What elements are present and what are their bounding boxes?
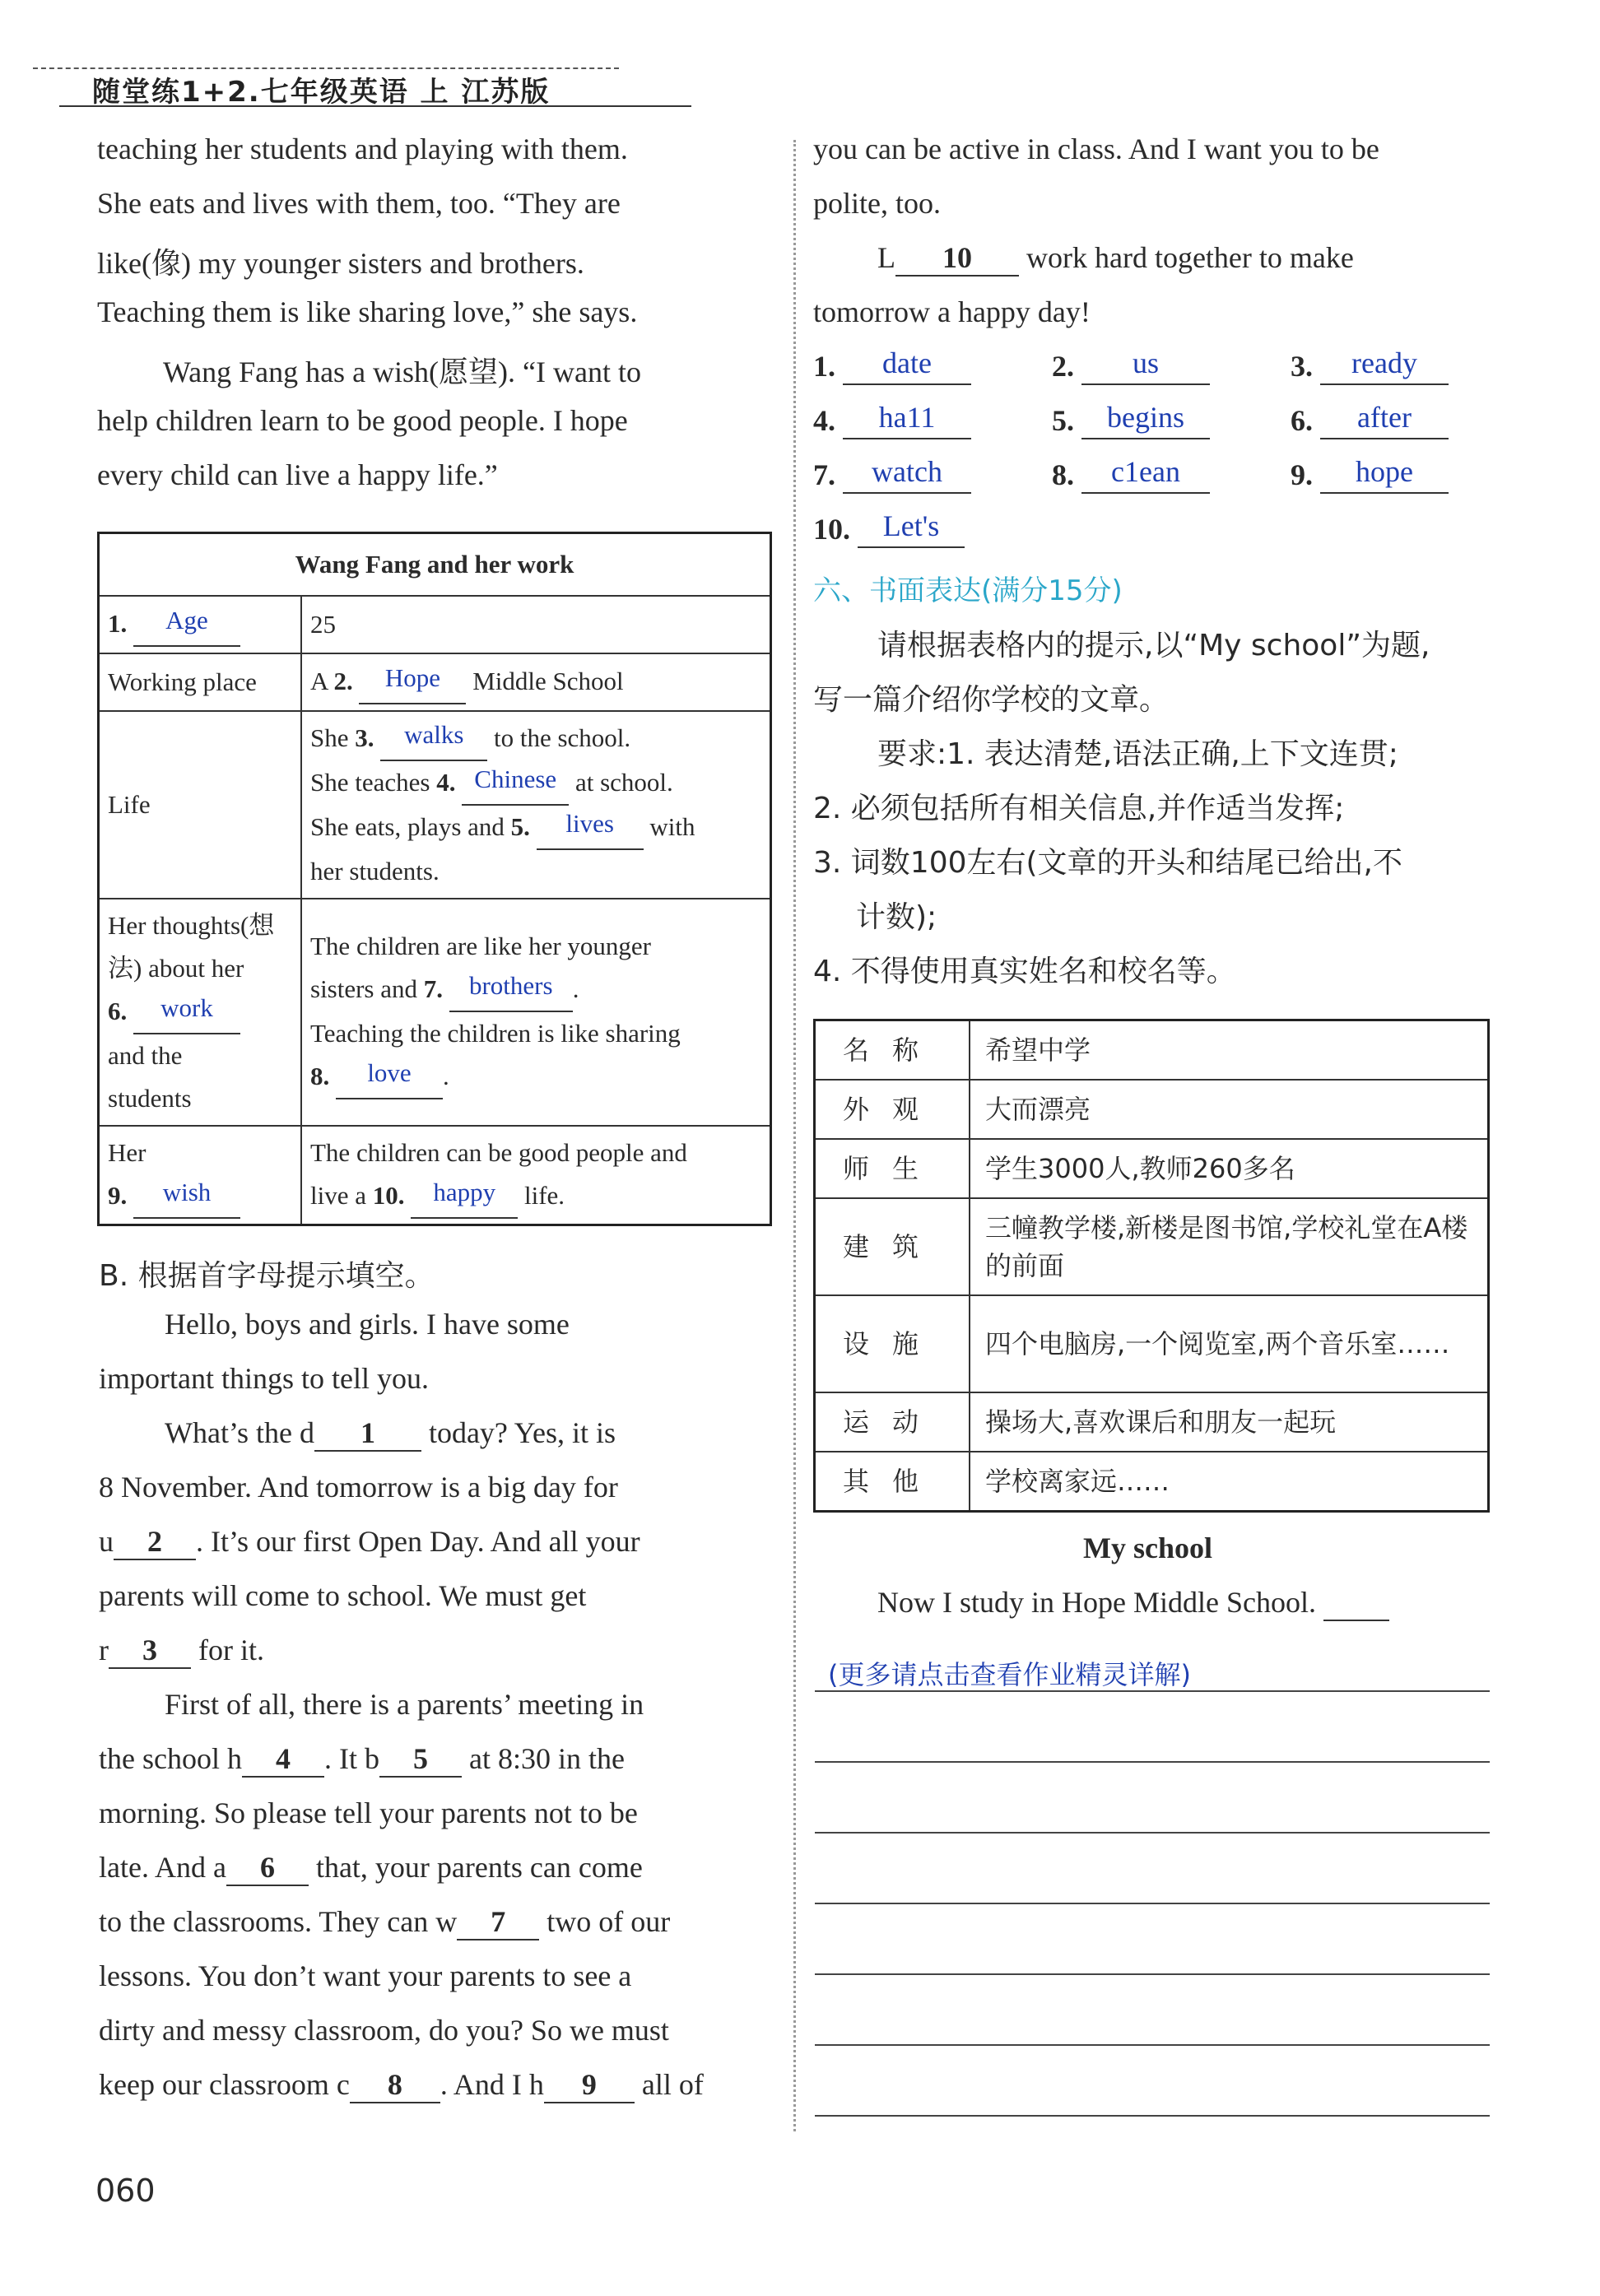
table-key: 外观 xyxy=(815,1080,970,1139)
passage-line xyxy=(99,1524,640,1560)
answer-blank xyxy=(1081,403,1210,439)
table-value: 希望中学 xyxy=(970,1020,1489,1081)
cell-text: 法) about her xyxy=(108,954,244,983)
answer-text: watch xyxy=(872,455,942,488)
cell-text: Her thoughts(想 xyxy=(108,911,275,940)
table-value: 四个电脑房,一个阅览室,两个音乐室…… xyxy=(970,1295,1489,1392)
instruction-line: 请根据表格内的提示,以“My school”为题, xyxy=(877,629,1430,662)
blank-number: 10 xyxy=(942,241,972,274)
passage-text: to the classrooms. They can w xyxy=(99,1905,458,1938)
cell-text: Teaching the children is like sharing xyxy=(310,1019,681,1048)
answer-blank xyxy=(449,968,573,1012)
table-cell xyxy=(99,899,302,1126)
table-cell: Life xyxy=(99,711,302,899)
passage-text: the school h xyxy=(99,1742,242,1775)
table-key: 设施 xyxy=(815,1295,970,1392)
table-key: 名称 xyxy=(815,1020,970,1081)
answer-item xyxy=(813,346,971,385)
passage-line xyxy=(877,240,1354,277)
table-key: 其他 xyxy=(815,1452,970,1512)
blank-number: 8 xyxy=(387,2068,402,2101)
cell-text: with xyxy=(649,812,695,841)
cell-text: A xyxy=(310,667,328,695)
answer-item xyxy=(1291,455,1449,494)
blank-number: 4 xyxy=(275,1742,291,1775)
requirement-line: 2. 必须包括所有相关信息,并作适当发挥; xyxy=(813,792,1345,825)
answer-number: 1. xyxy=(813,350,835,383)
cell-text: . xyxy=(572,974,579,1003)
passage-text: at 8:30 in the xyxy=(468,1742,625,1775)
cell-text: life. xyxy=(524,1181,565,1210)
table-cell xyxy=(99,1126,302,1225)
answer-number: 5. xyxy=(1052,404,1074,437)
passage-line: Wang Fang has a wish(愿望). “I want to xyxy=(163,356,641,388)
answer-blank xyxy=(1081,455,1210,494)
blank-number: 3. xyxy=(355,723,374,752)
essay-title: My school xyxy=(1083,1531,1212,1564)
cell-text: and the xyxy=(108,1041,183,1070)
answer-blank xyxy=(379,1741,462,1778)
answer-blank xyxy=(537,806,644,850)
answer-number: 10. xyxy=(813,513,850,546)
answer-text: wish xyxy=(162,1178,212,1206)
passage-line: parents will come to school. We must get xyxy=(99,1579,587,1612)
section-b-title: B. 根据首字母提示填空。 xyxy=(99,1259,435,1293)
cell-text: She eats, plays and xyxy=(310,812,505,841)
answer-blank xyxy=(314,1415,421,1452)
cell-text: her students. xyxy=(310,857,440,885)
answer-blank xyxy=(462,761,569,806)
blank-number: 6 xyxy=(259,1851,275,1884)
column-divider xyxy=(793,140,796,2131)
blank-number: 3 xyxy=(142,1634,157,1666)
table-value: 学校离家远…… xyxy=(970,1452,1489,1512)
table-key: 师生 xyxy=(815,1139,970,1198)
writing-line[interactable] xyxy=(815,1973,1490,1975)
table-cell xyxy=(301,711,771,899)
passage-line: teaching her students and playing with them. xyxy=(97,132,628,165)
answer-blank xyxy=(336,1055,443,1099)
answer-number: 9. xyxy=(1291,458,1313,491)
answer-blank xyxy=(133,1174,240,1219)
table-cell xyxy=(301,653,771,711)
answer-item xyxy=(813,455,971,494)
passage-text: What’s the d xyxy=(165,1416,314,1449)
blank-number: 2 xyxy=(147,1525,162,1558)
answer-blank xyxy=(843,346,971,385)
writing-line[interactable] xyxy=(815,2115,1490,2117)
writing-blank[interactable] xyxy=(1323,1585,1389,1621)
answer-text: c1ean xyxy=(1111,455,1180,488)
more-details-link[interactable]: (更多请点击查看作业精灵详解) xyxy=(828,1659,1191,1690)
passage-text: work hard together to make xyxy=(1026,241,1354,274)
passage-line: First of all, there is a parents’ meeting in xyxy=(165,1688,644,1721)
answer-blank xyxy=(1081,346,1210,385)
answer-text: Let's xyxy=(882,509,940,542)
blank-number: 6. xyxy=(108,997,128,1025)
passage-text: r xyxy=(99,1634,109,1666)
answer-blank xyxy=(133,990,240,1034)
answer-item xyxy=(1291,346,1449,385)
passage-text: today? Yes, it is xyxy=(428,1416,616,1449)
table-cell: 25 xyxy=(301,596,771,653)
answer-blank xyxy=(457,1904,539,1940)
passage-line xyxy=(99,2067,704,2103)
table-cell xyxy=(301,899,771,1126)
blank-number: 5 xyxy=(412,1742,428,1775)
instruction-line: 写一篇介绍你学校的文章。 xyxy=(813,683,1170,717)
passage-text: that, your parents can come xyxy=(315,1851,643,1884)
passage-text: late. And a xyxy=(99,1851,226,1884)
passage-text: for it. xyxy=(198,1634,264,1666)
blank-number: 8. xyxy=(310,1062,330,1090)
table-cell: Working place xyxy=(99,653,302,711)
table-value: 大而漂亮 xyxy=(970,1080,1489,1139)
passage-line: dirty and messy classroom, do you? So we must xyxy=(99,2014,669,2047)
essay-start-text: Now I study in Hope Middle School. xyxy=(877,1586,1316,1619)
cell-text: students xyxy=(108,1084,192,1113)
answer-blank xyxy=(359,660,466,704)
answer-text: love xyxy=(367,1058,412,1087)
answer-blank xyxy=(114,1524,196,1560)
passage-line: important things to tell you. xyxy=(99,1362,429,1395)
writing-line[interactable] xyxy=(815,1903,1490,1904)
blank-number: 7. xyxy=(423,974,444,1003)
answer-item xyxy=(813,403,971,439)
answer-blank xyxy=(380,717,487,761)
answer-number: 4. xyxy=(813,404,835,437)
cell-text: at school. xyxy=(574,768,673,797)
answer-text: brothers xyxy=(468,971,553,1000)
passage-text: all of xyxy=(641,2068,704,2101)
passage-line: Hello, boys and girls. I have some xyxy=(165,1308,570,1341)
blank-number: 10. xyxy=(372,1181,405,1210)
requirement-line: 计数); xyxy=(856,900,937,934)
answer-blank xyxy=(133,602,240,647)
passage-line xyxy=(99,1741,625,1778)
page-number: 060 xyxy=(95,2173,156,2209)
passage-text: two of our xyxy=(547,1905,671,1938)
blank-number: 1. xyxy=(108,609,128,638)
passage-text: . It’s our first Open Day. And all your xyxy=(196,1525,640,1558)
answer-number: 6. xyxy=(1291,404,1313,437)
answer-blank xyxy=(242,1741,324,1778)
answer-blank xyxy=(109,1633,191,1669)
table-value: 操场大,喜欢课后和朋友一起玩 xyxy=(970,1392,1489,1452)
answer-text: hope xyxy=(1356,455,1413,488)
school-info-table xyxy=(813,1019,1490,1513)
cell-text: She xyxy=(310,723,349,752)
answer-number: 8. xyxy=(1052,458,1074,491)
answer-blank xyxy=(226,1850,309,1886)
answer-text: ha11 xyxy=(878,401,936,434)
blank-number: 4. xyxy=(436,768,456,797)
table-key: 运动 xyxy=(815,1392,970,1452)
cell-text: live a xyxy=(310,1181,366,1210)
answer-blank xyxy=(843,403,971,439)
requirement-line: 要求:1. 表达清楚,语法正确,上下文连贯; xyxy=(877,737,1398,771)
passage-line: polite, too. xyxy=(813,187,941,220)
answer-blank xyxy=(895,240,1019,277)
writing-section-title: 六、书面表达(满分15分) xyxy=(813,574,1123,607)
requirement-line: 3. 词数100左右(文章的开头和结尾已给出,不 xyxy=(813,846,1402,880)
book-title: 随堂练1+2.七年级英语 上 江苏版 xyxy=(92,76,551,109)
answer-text: date xyxy=(882,346,932,379)
passage-text: keep our classroom c xyxy=(99,2068,350,2101)
answer-blank xyxy=(411,1174,518,1219)
answer-text: after xyxy=(1357,401,1412,434)
cell-text: She teaches xyxy=(310,768,430,797)
answer-text: Age xyxy=(165,606,208,634)
writing-line[interactable] xyxy=(815,1832,1490,1834)
answer-blank xyxy=(858,509,965,548)
answer-text: Chinese xyxy=(474,765,557,793)
passage-text: . And I h xyxy=(440,2068,544,2101)
blank-number: 7 xyxy=(491,1905,506,1938)
answer-item xyxy=(1052,403,1210,439)
passage-line: lessons. You don’t want your parents to see a xyxy=(99,1959,632,1992)
cell-text: to the school. xyxy=(494,723,631,752)
table-key: 建筑 xyxy=(815,1198,970,1295)
passage-line xyxy=(165,1415,616,1452)
answer-number: 3. xyxy=(1291,350,1313,383)
wang-fang-table xyxy=(97,532,772,1226)
requirement-line: 4. 不得使用真实姓名和校名等。 xyxy=(813,955,1236,988)
answer-text: work xyxy=(160,993,213,1022)
table-value: 学生3000人,教师260多名 xyxy=(970,1139,1489,1198)
cell-text: sisters and xyxy=(310,974,418,1003)
answer-blank xyxy=(1320,403,1449,439)
passage-line: Teaching them is like sharing love,” she says. xyxy=(97,295,638,328)
passage-line xyxy=(99,1633,264,1669)
writing-line[interactable] xyxy=(815,1761,1490,1763)
writing-line[interactable] xyxy=(815,1690,1490,1692)
passage-line: every child can live a happy life.” xyxy=(97,458,498,491)
answer-item xyxy=(1052,346,1210,385)
writing-line[interactable] xyxy=(815,2044,1490,2046)
answer-item xyxy=(1291,403,1449,439)
answer-text: us xyxy=(1132,346,1159,379)
blank-number: 2. xyxy=(333,667,353,695)
table-cell xyxy=(301,1126,771,1225)
answer-text: begins xyxy=(1107,401,1184,434)
answer-item xyxy=(1052,455,1210,494)
cell-text: Middle School xyxy=(472,667,624,695)
passage-line: help children learn to be good people. I hope xyxy=(97,404,628,437)
cell-text: The children can be good people and xyxy=(310,1138,687,1167)
passage-line: tomorrow a happy day! xyxy=(813,295,1091,328)
answer-text: walks xyxy=(404,720,464,749)
answer-blank xyxy=(1320,455,1449,494)
answer-text: Hope xyxy=(384,663,441,692)
answer-blank xyxy=(544,2067,635,2103)
answer-text: ready xyxy=(1351,346,1417,379)
answer-blank xyxy=(1320,346,1449,385)
header-rule xyxy=(59,105,691,107)
passage-line xyxy=(99,1850,643,1886)
table-cell xyxy=(99,596,302,653)
passage-line: morning. So please tell your parents not to be xyxy=(99,1796,638,1829)
blank-number: 9. xyxy=(108,1181,128,1210)
essay-start xyxy=(877,1585,1389,1621)
table-title: Wang Fang and her work xyxy=(99,533,771,597)
blank-number: 9 xyxy=(581,2068,597,2101)
passage-line: She eats and lives with them, too. “They are xyxy=(97,187,621,220)
answer-text: lives xyxy=(565,809,614,838)
blank-number: 5. xyxy=(510,812,530,841)
answer-item xyxy=(813,509,965,548)
passage-text: . It b xyxy=(323,1742,379,1775)
answer-blank xyxy=(843,455,971,494)
answer-text: happy xyxy=(433,1178,496,1206)
passage-text: u xyxy=(99,1525,114,1558)
answer-number: 7. xyxy=(813,458,835,491)
table-value: 三幢教学楼,新楼是图书馆,学校礼堂在A楼的前面 xyxy=(970,1198,1489,1295)
passage-line: like(像) my younger sisters and brothers. xyxy=(97,247,584,280)
answer-blank xyxy=(350,2067,440,2103)
blank-number: 1 xyxy=(360,1416,375,1449)
passage-text: L xyxy=(877,241,895,274)
passage-line: you can be active in class. And I want you to be xyxy=(813,132,1379,165)
passage-line xyxy=(99,1904,670,1940)
answer-number: 2. xyxy=(1052,350,1074,383)
cell-text: Her xyxy=(108,1138,147,1167)
cell-text: The children are like her younger xyxy=(310,932,652,960)
cell-text: . xyxy=(443,1062,449,1090)
passage-line: 8 November. And tomorrow is a big day for xyxy=(99,1471,618,1504)
